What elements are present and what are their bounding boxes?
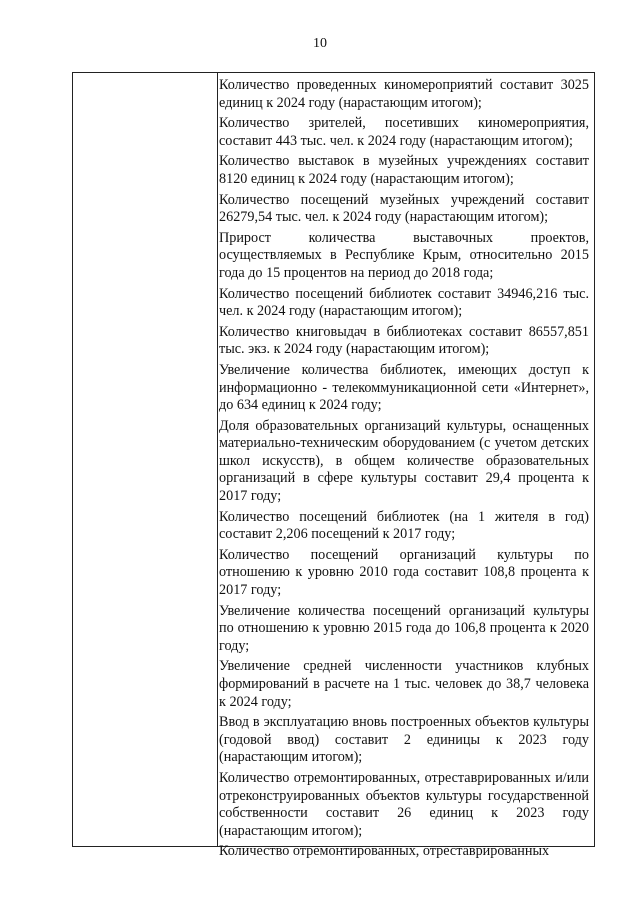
- indicator-paragraph: Количество отремонтированных, отреставрированных и/или отреконструированных объектов культуры государственной собственности составит 26 единиц к 2023 году (нарастающим итогом);: [219, 769, 589, 839]
- indicator-paragraph: Увеличение количества библиотек, имеющих доступ к информационно - телекоммуникационной сети «Интернет», до 634 единиц к 2024 году;: [219, 361, 589, 414]
- indicator-paragraph: Количество книговыдач в библиотеках составит 86557,851 тыс. экз. к 2024 году (нарастающим итогом);: [219, 323, 589, 358]
- indicator-paragraph: Количество посещений организаций культуры по отношению к уровню 2010 года составит 108,8 процента к 2017 году;: [219, 546, 589, 599]
- indicator-paragraph: Прирост количества выставочных проектов, осуществляемых в Республике Крым, относительно 2015 года до 15 процентов на период до 2018 года;: [219, 229, 589, 281]
- indicator-paragraph: Количество зрителей, посетивших киномероприятия, составит 443 тыс. чел. к 2024 году (нарастающим итогом);: [219, 115, 589, 149]
- indicator-paragraph: Количество посещений библиотек (на 1 жителя в год) составит 2,206 посещений к 2017 году;: [219, 508, 589, 543]
- indicator-paragraph: Количество посещений музейных учреждений составит 26279,54 тыс. чел. к 2024 году (нарастающим итогом);: [219, 191, 589, 226]
- indicator-paragraph: Количество отремонтированных, отреставрированных: [219, 843, 550, 860]
- indicator-paragraph: Увеличение количества посещений организаций культуры по отношению к уровню 2015 года до 106,8 процента к 2020 году;: [219, 602, 589, 654]
- indicator-paragraph: Количество выставок в музейных учреждениях составит 8120 единиц к 2024 году (нарастающим итогом);: [219, 153, 589, 187]
- indicators-table: [72, 72, 595, 860]
- indicator-paragraph: Увеличение средней численности участников клубных формирований в расчете на 1 тыс. человек до 38,7 человека к 2024 году;: [219, 658, 589, 710]
- indicators-cell: [219, 77, 589, 861]
- page-number: 10: [313, 36, 327, 51]
- indicator-paragraph: Количество посещений библиотек составит 34946,216 тыс. чел. к 2024 году (нарастающим итогом);: [219, 285, 589, 320]
- column-divider: [217, 73, 218, 846]
- indicator-paragraph: Доля образовательных организаций культуры, оснащенных материально-техническим оборудованием (с учетом детских школ искусств), в общем количестве образовательных организаций в сфере культуры составит 29,4 процента к 2017 году;: [219, 417, 589, 505]
- indicator-paragraph: Количество проведенных киномероприятий составит 3025 единиц к 2024 году (нарастающим итогом);: [219, 77, 589, 111]
- indicator-paragraph: Ввод в эксплуатацию вновь построенных объектов культуры (годовой ввод) составит 2 единицы к 2023 году (нарастающим итогом);: [219, 714, 589, 766]
